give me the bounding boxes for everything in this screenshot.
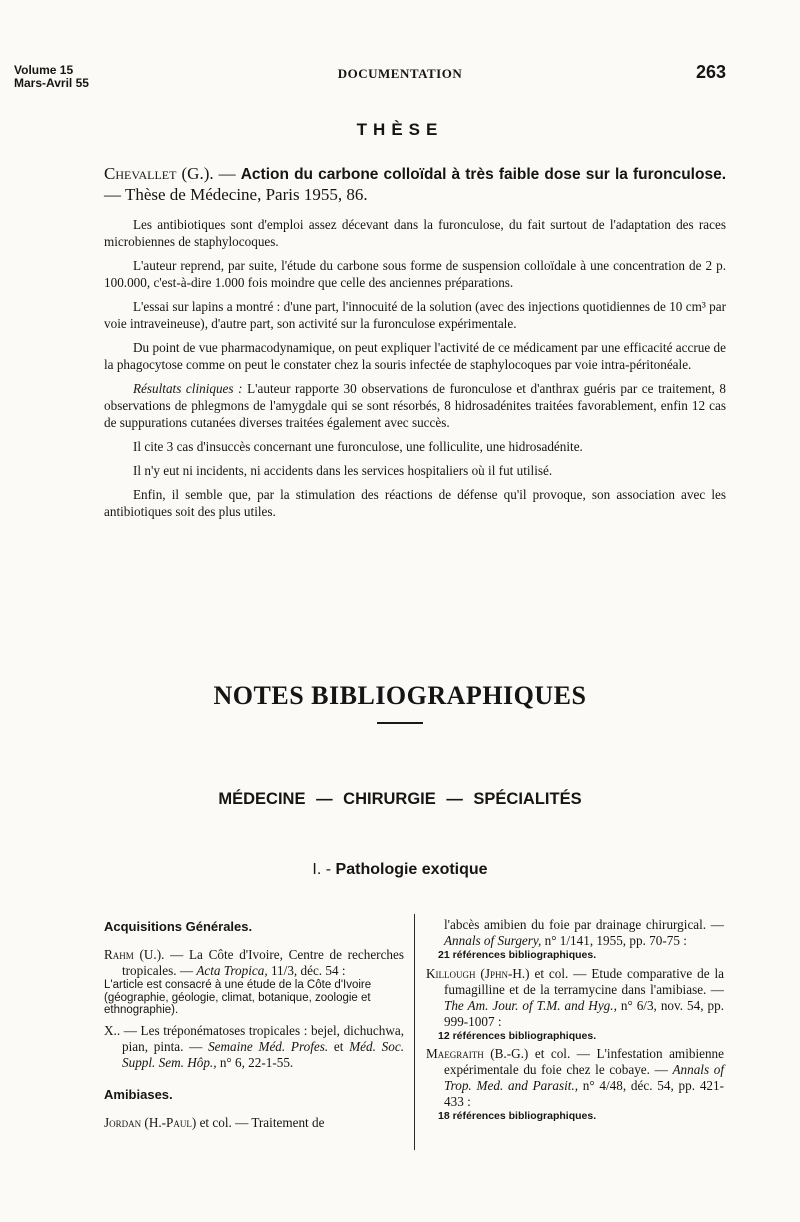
paragraph: Il cite 3 cas d'insuccès concernant une furonculose, une folliculite, une hidrosadénite. [133, 439, 583, 454]
entry-ref: n° 1/141, 1955, pp. 70-75 : [541, 933, 687, 948]
paragraph: Du point de vue pharmacodynamique, on peut expliquer l'activité de ce médicament par une efficacité accrue de la phagocytose comme on peut le constater chez la souris infectée de staphylocoques par voie intra-péritonéale. [104, 340, 726, 372]
biblio-entry [104, 1023, 404, 1071]
paragraph: Les antibiotiques sont d'emploi assez décevant dans la furonculose, du fait surtout de l'adaptation des races microbiennes de staphylocoques. [104, 217, 726, 249]
entry-note: L'article est consacré à une étude de la Côte d'Ivoire (géographie, géologie, climat, botanique, zoologie et ethnographie). [104, 979, 372, 1016]
specialties-heading: MÉDECINE — CHIRURGIE — SPÉCIALITÉS [218, 790, 582, 808]
left-column [104, 919, 404, 1131]
entry-text: et col. — L'infestation amibienne expérimentale du foie chez le cobaye. — [444, 1046, 725, 1077]
entry-journal: Semaine Méd. Profes. [208, 1038, 329, 1054]
biblio-entry [426, 966, 724, 1030]
entry-note: 18 références bibliographiques. [438, 1110, 597, 1122]
subsection-title: Pathologie exotique [335, 861, 488, 878]
entry-text: — Les tréponématoses tropicales : bejel, dichuchwa, pian, pinta. — [120, 1022, 404, 1054]
entry-text: l'abcès amibien du foie par drainage chirurgical. — [444, 917, 724, 932]
article-source: — Thèse de Médecine, Paris 1955, 86. [104, 185, 368, 204]
results-text: L'auteur rapporte 30 observations de furonculose et d'anthrax guéris par ce traitement, 8 observations de phlegmons de l'amygdale qui se sont résorbés, 8 hidrosadénites traitées favorablement, enfin 12 cas de suppurations cutanées diverses traitées également avec succès. [104, 381, 727, 430]
biblio-entry [104, 1115, 404, 1131]
entry-journal: The Am. Jour. of T.M. and Hyg., [444, 997, 617, 1013]
article-title-block [104, 164, 726, 205]
page-number: 263 [695, 62, 726, 82]
results-label: Résultats cliniques : [133, 381, 243, 396]
these-heading: THÈSE [356, 120, 444, 139]
entry-author: Rahm (U.). [104, 947, 165, 962]
entry-author: X.. [104, 1022, 121, 1038]
heading-acquisitions: Acquisitions Générales. [104, 919, 253, 934]
biblio-entry [426, 1046, 724, 1110]
biblio-entry-continued [426, 917, 724, 949]
subsection-heading [0, 861, 800, 879]
entry-ref: n° 6/3, nov. 54, pp. 999-1007 : [444, 997, 724, 1029]
entry-journal: Annals of Trop. Med. and Parasit., [444, 1062, 725, 1093]
right-column [426, 917, 724, 1123]
entry-author: Maegraith (B.-G.) [426, 1046, 529, 1061]
subsection-number: I. - [312, 861, 332, 878]
heading-amibiases: Amibiases. [104, 1086, 173, 1102]
notes-heading: NOTES BIBLIOGRAPHIQUES [213, 681, 587, 710]
entry-journal: Acta Tropica, [196, 963, 268, 978]
entry-author: Jordan (H.-Paul) [104, 1114, 197, 1130]
paragraph: Enfin, il semble que, par la stimulation des réactions de défense qu'il provoque, son association avec les antibiotiques soit des plus utiles. [104, 487, 726, 519]
article-author: Chevallet (G.). [104, 164, 214, 183]
column-divider [414, 914, 415, 1150]
entry-note: 21 références bibliographiques. [438, 949, 597, 961]
section-header: DOCUMENTATION [337, 66, 463, 81]
article-title: Action du carbone colloïdal à très faible dose sur la furonculose. [240, 166, 727, 183]
biblio-entry [104, 947, 404, 979]
entry-author: Killough (Jphn-H.) [426, 965, 530, 981]
entry-note: 12 références bibliographiques. [438, 1029, 597, 1042]
entry-journal: Méd. Soc. Suppl. Sem. Hôp., [122, 1038, 404, 1070]
title-dash: — [218, 164, 236, 183]
heading-rule [377, 722, 423, 724]
results-paragraph [104, 380, 726, 431]
entry-text: et [328, 1038, 350, 1054]
entry-text: — La Côte d'Ivoire, Centre de recherches tropicales. — [122, 947, 404, 978]
paragraph: Il n'y eut ni incidents, ni accidents dans les services hospitaliers où il fut utilisé. [133, 463, 553, 478]
article-body [104, 216, 726, 527]
entry-text: et col. — Etude comparative de la fumagilline et de la terramycine dans l'amibiase. — [444, 965, 724, 997]
entry-journal: Annals of Surgery, [444, 933, 542, 948]
issue-label: Mars-Avril 55 [14, 76, 89, 90]
volume-label: Volume 15 [14, 63, 74, 77]
entry-ref: n° 6, 22-1-55. [216, 1054, 294, 1070]
entry-ref: 11/3, déc. 54 : [267, 963, 346, 978]
paragraph: L'essai sur lapins a montré : d'une part, l'innocuité de la solution (avec des injections quotidiennes de 10 cm³ par voie intraveineuse), d'autre part, son activité sur la furonculose expérimentale. [104, 299, 726, 331]
entry-ref: n° 4/48, déc. 54, pp. 421-433 : [444, 1078, 724, 1109]
paragraph: L'auteur reprend, par suite, l'étude du carbone sous forme de suspension colloïdale à une concentration de 2 p. 100.000, c'est-à-dire 1.000 fois moindre que celle des anciennes préparations. [104, 258, 726, 290]
entry-text: et col. — Traitement de [196, 1114, 325, 1130]
